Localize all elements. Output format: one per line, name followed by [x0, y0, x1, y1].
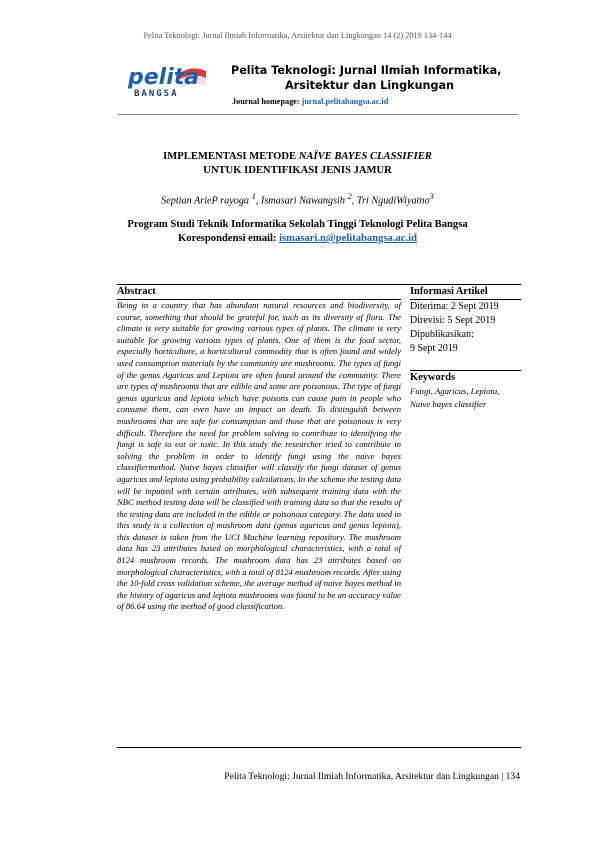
revised-date: Direvisi: 5 Sept 2019	[410, 315, 496, 326]
author-list: Septian ArieP rayoga $^1$, Ismasari Nawangsih $^2$, Tri NgudiWiyatno$^3$	[161, 191, 434, 207]
logo-word: pelita	[128, 65, 200, 90]
author-affil-mark: 1	[251, 191, 256, 201]
published-date: 9 Sept 2019	[410, 343, 458, 354]
correspondence-label: Korespondensi email:	[178, 233, 277, 244]
header-divider	[118, 114, 518, 115]
journal-masthead	[122, 55, 522, 111]
author-affil-mark: 3	[429, 191, 434, 201]
article-info-heading: Informasi Artikel	[410, 285, 521, 300]
article-info-dates	[410, 300, 521, 356]
author-name: Tri NgudiWiyatno	[356, 195, 430, 207]
author-name: Ismasari Nawangsih	[260, 195, 345, 207]
affiliation-block	[0, 218, 595, 246]
journal-logo	[122, 59, 222, 99]
received-date: Diterima: 2 Sept 2019	[410, 301, 499, 312]
homepage-link[interactable]: jurnal.pelitabangsa.ac.id	[301, 97, 389, 106]
author-name: Septian ArieP rayoga	[161, 195, 250, 207]
journal-homepage	[232, 97, 388, 106]
title-line2: UNTUK IDENTIFIKASI JENIS JAMUR	[203, 165, 392, 176]
journal-title-line1: Pelita Teknologi: Jurnal Ilmiah Informatika,	[231, 64, 502, 77]
logo-subword: BANGSA	[134, 89, 179, 99]
correspondence-email-link[interactable]: ismasari.n@pelitabangsa.ac.id	[279, 233, 417, 244]
homepage-label: Journal homepage:	[232, 97, 300, 106]
abstract-info-table	[117, 284, 521, 748]
abstract-text: Being in a country that has abundant natural resources and biodiversity, of course, something that should be grateful for, such as its diversity of flora. The climate is very suitable for growing various types of plants. The climate is very suitable for growing various types of plants. One of them is the food sector, especially horticulture, a horticultural commodity that is often found and widely used consumption materials by the community are mushrooms. The types of fungi of the genus Agaricus and Lepiota are often found around the community. There are types of mushrooms that are edible and some are poisonous. The type of fungi genus agaricus and lepiota which have poisons can cause pain in people who consume them, can even have an impact on death. To distinguish between mushrooms that are safe for consumption and those that are poisonous is very difficult. Therefore the need for problem solving to contribute to identifying the fungi is safe to eat or toxic. In this study the researcher tried to contribute in solving the problem in order to identify fungi using the naive bayes classifiermethod. Naive bayes classifier will classify the fungi dataset of genus agaricus and lepiota using probability calculations. In the scheme the testing data will be inputted with certain attributes, with subsequent training data with the NBC method testing data will be classified with training data so that the results of the testing data are included in the edible or poisonous category. The data used in this study is a collection of mushroom data (genus agaricus and genus lepiota), this dataset is taken from the UCI Machine learning repository. The mushroom data has 23 attributes based on morphological characteristics, with a total of 8124 mushroom records. The mushroom data has 23 attributes based on morphological characteristics, with a total of 8124 mushroom records. After using the 10-fold cross validation scheme, the average method of naive bayes method in the history of agaricus and lepiota mushrooms was found to be an accuracy value of 86.64 using the method of good classification.	[117, 300, 401, 612]
author-affil-mark: 2	[347, 191, 352, 201]
keywords-text: Fungi, Agaricus, Lepiota, Naive bayes classifier	[410, 386, 500, 409]
running-head: Pelita Teknologi: Jurnal Ilmiah Informatika, Arsitektur dan Lingkungan 14 (2) 2019 134-144	[143, 31, 452, 40]
paper-title	[0, 150, 595, 178]
affiliation: Program Studi Teknik Informatika Sekolah Tinggi Teknologi Pelita Bangsa	[127, 219, 468, 230]
journal-title	[231, 63, 531, 93]
title-line1-prefix: IMPLEMENTASI METODE	[163, 151, 299, 162]
keywords-heading: Keywords	[410, 370, 521, 383]
abstract-heading: Abstract	[117, 285, 401, 300]
published-label: Dipublikasikan:	[410, 329, 474, 340]
page-footer: Pelita Teknologi: Jurnal Ilmiah Informatika, Arsitektur dan Lingkungan | 134	[224, 771, 520, 782]
title-line1-italic: NAÏVE BAYES CLASSIFIER	[298, 151, 432, 162]
journal-title-line2: Arsitektur dan Lingkungan	[285, 79, 455, 92]
